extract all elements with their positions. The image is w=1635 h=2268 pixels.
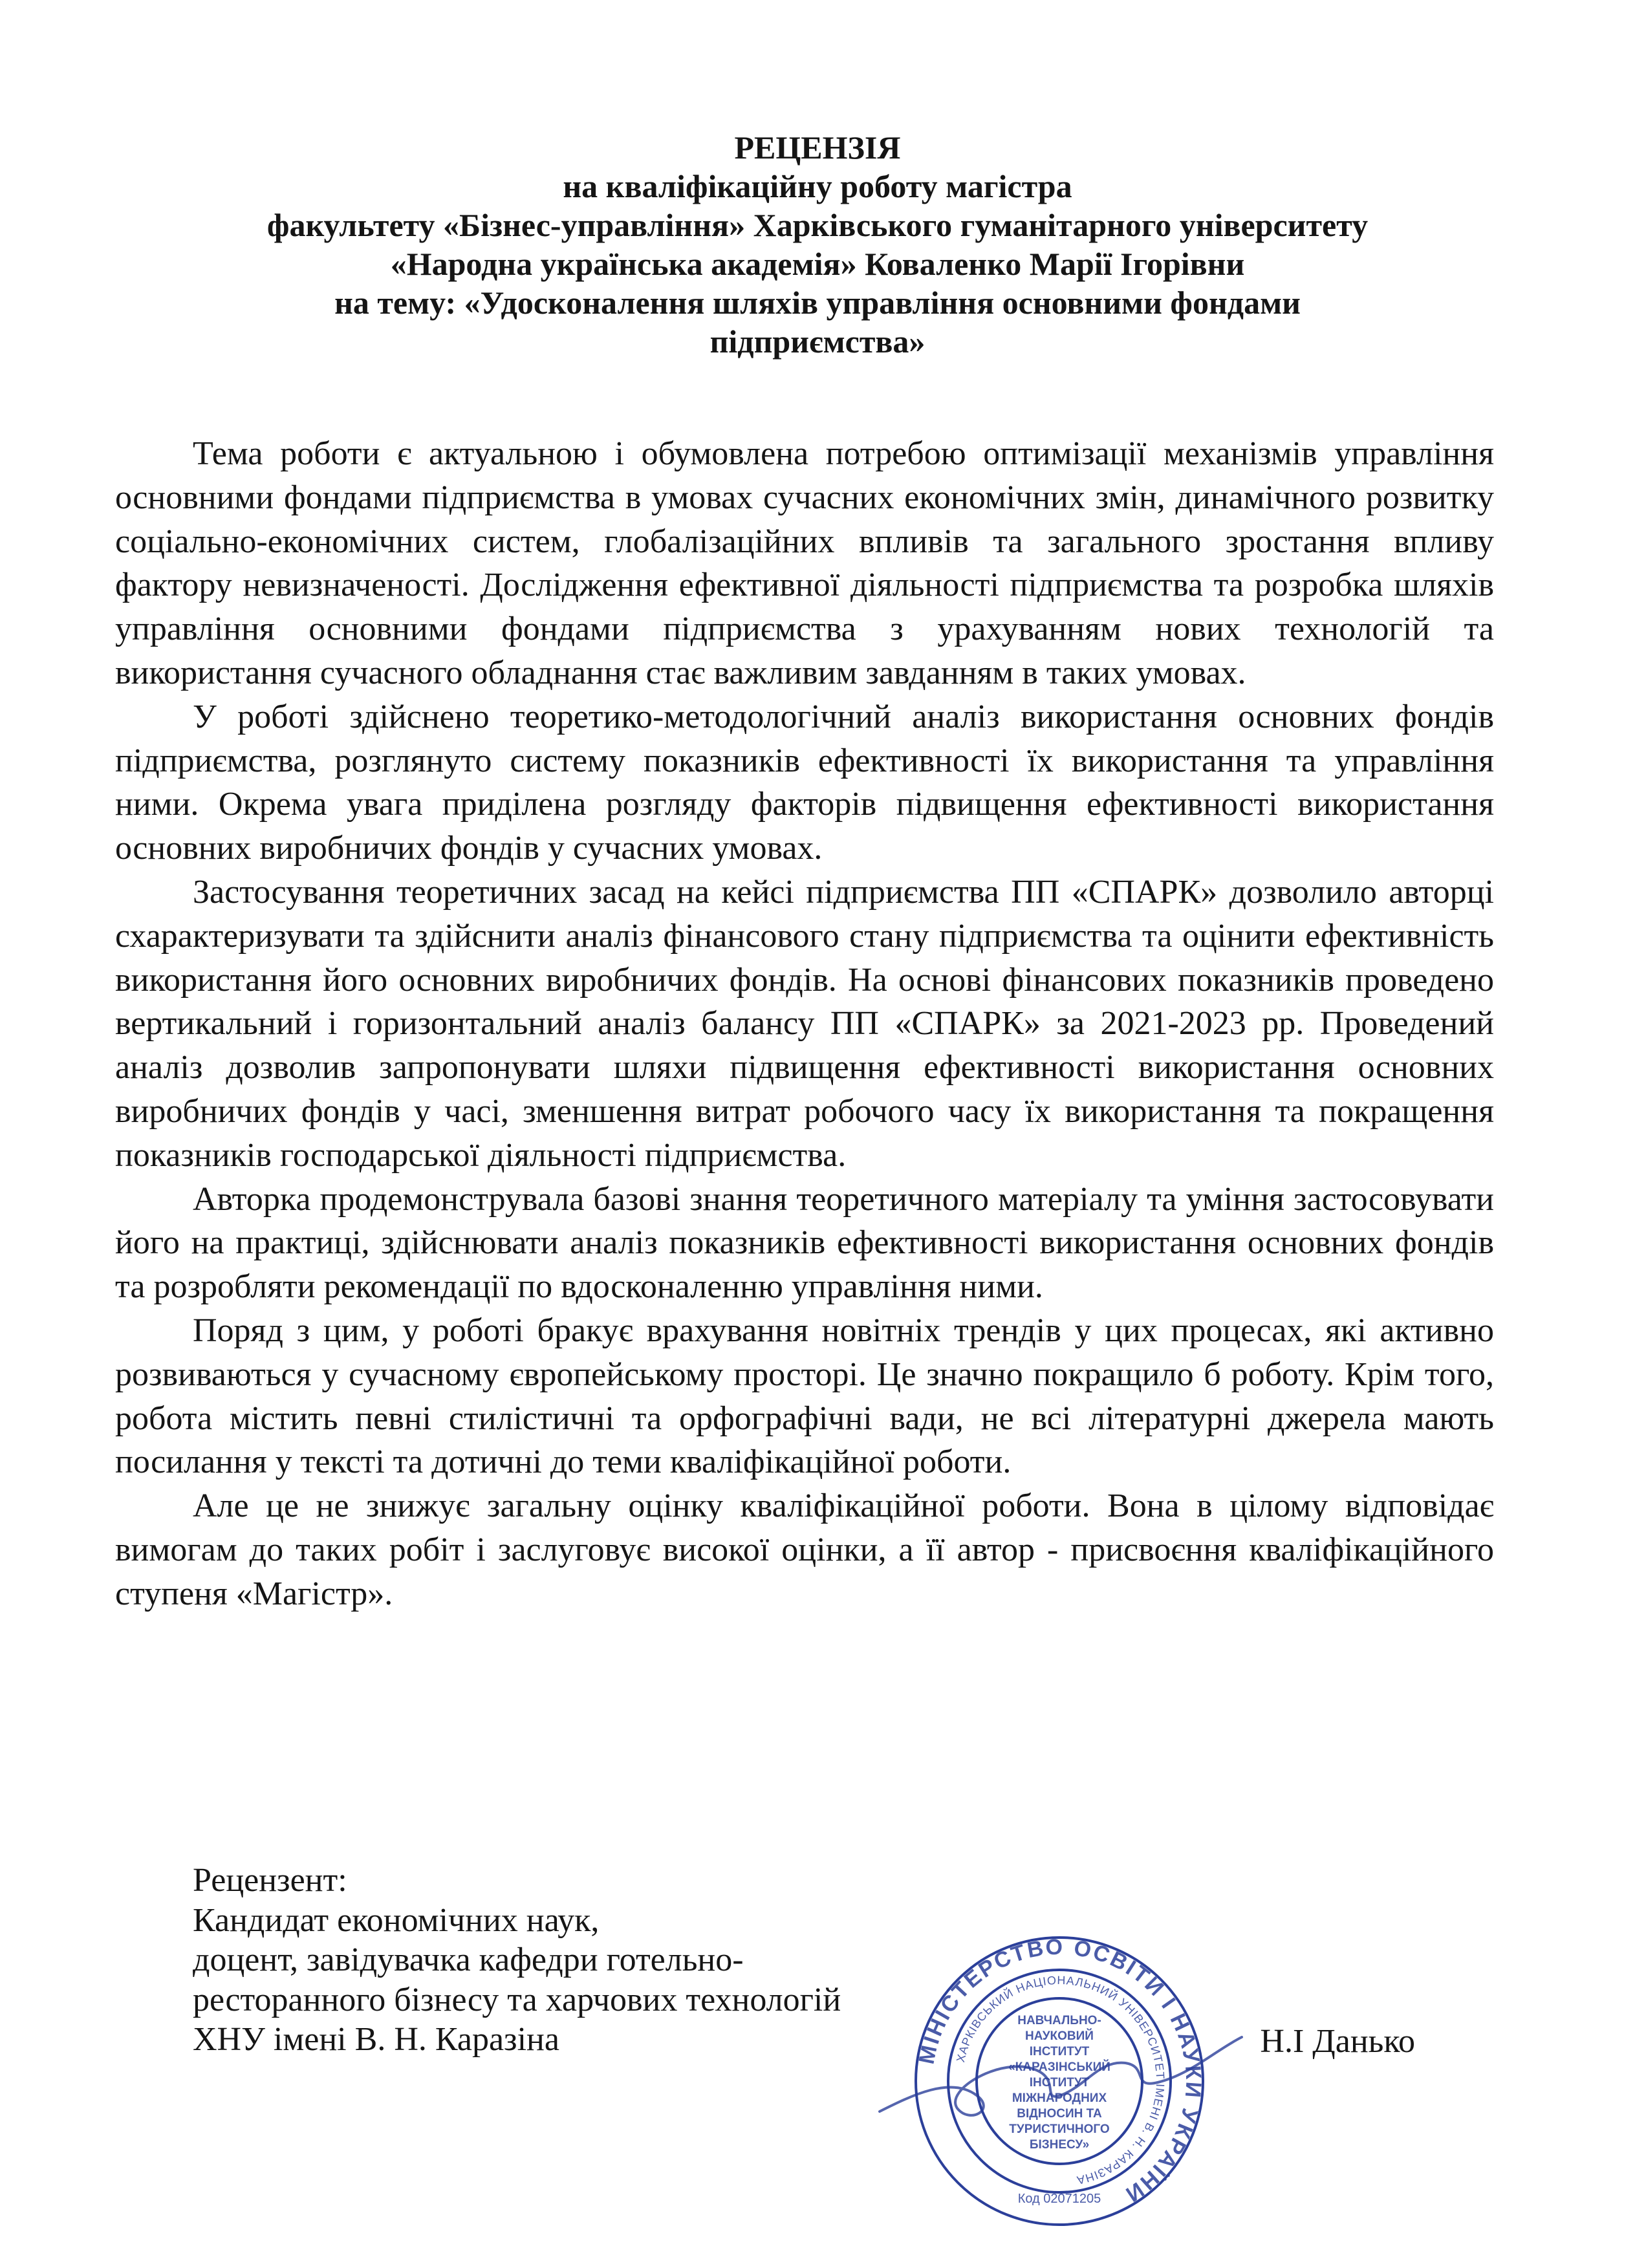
paragraph: Застосування теоретичних засад на кейсі підприємства ПП «СПАРК» дозволило авторці схарактеризувати та здійснити аналіз фінансового стану підприємства та оцінити ефективність використання його основних виробничих фондів. На основі фінансових показників проведено вертикальний і горизонтальний аналіз балансу ПП «СПАРК» за 2021-2023 рр. Проведений аналіз дозволив запропонувати шляхи підвищення ефективності використання основних виробничих фондів у часі, зменшення витрат робочого часу їх використання та покращення показників господарської діяльності підприємства. [115, 873, 1494, 1174]
reviewer-position: доцент, завідувачка кафедри готельно- [193, 1941, 744, 1978]
document-title: РЕЦЕНЗІЯ [734, 129, 901, 166]
stamp-code: Код 02071205 [1017, 2192, 1101, 2206]
stamp-center-line: БІЗНЕСУ» [1029, 2138, 1090, 2152]
stamp-center-line: ІНСТИТУТ [1029, 2076, 1090, 2090]
subtitle-line: на тему: «Удосконалення шляхів управління основними фондами [334, 285, 1301, 321]
subtitle-line: «Народна українська академія» Коваленко Марії Ігорівни [390, 246, 1245, 282]
stamp-center-line: ТУРИСТИЧНОГО [1009, 2122, 1110, 2136]
paragraph: Авторка продемонструвала базові знання теоретичного матеріалу та уміння застосовувати його на практиці, здійснювати аналіз показників ефективності використання основних фондів та розробляти рекомендації по вдосконаленню управління ними. [115, 1180, 1494, 1306]
paragraph: Поряд з цим, у роботі бракує врахування новітніх трендів у цих процесах, які активно розвиваються у сучасному європейському просторі. Це значно покращило б роботу. Крім того, робота містить певні стилістичні та орфографічні вади, не всі літературні джерела мають посилання у тексті та дотичні до теми кваліфікаційної роботи. [115, 1312, 1494, 1481]
subtitle-line: на кваліфікаційну роботу магістра [563, 168, 1072, 204]
reviewer-degree: Кандидат економічних наук, [193, 1901, 600, 1939]
subtitle-line: підприємства» [709, 323, 926, 360]
stamp-inner-text: ХАРКІВСЬКИЙ НАЦІОНАЛЬНИЙ УНІВЕРСИТЕТ ІМЕНІ В. Н. КАРАЗІНА [953, 1973, 1167, 2187]
stamp-center-line: НАУКОВИЙ [1025, 2029, 1094, 2043]
stamp-center-line: «КАРАЗІНСЬКИЙ [1008, 2060, 1110, 2074]
review-body [115, 432, 1494, 1616]
reviewer-label: Рецензент: [193, 1862, 347, 1899]
document-heading [129, 128, 1506, 361]
reviewer-block [193, 1861, 841, 2060]
subtitle-line: факультету «Бізнес-управління» Харківського гуманітарного університету [266, 207, 1369, 243]
paragraph: Але це не знижує загальну оцінку кваліфікаційної роботи. Вона в цілому відповідає вимогам до таких робіт і заслуговує високої оцінки, а її автор - присвоєння кваліфікаційного ступеня «Магістр». [115, 1487, 1494, 1612]
handwritten-signature [854, 1998, 1255, 2141]
stamp-center-line: ІНСТИТУТ [1029, 2045, 1090, 2058]
stamp-center-line: НАВЧАЛЬНО- [1017, 2014, 1101, 2027]
reviewer-department: ресторанного бізнесу та харчових технологій [193, 1981, 841, 2018]
signer-name: Н.І Данько [1260, 2023, 1415, 2060]
stamp-outer-text: МІНІСТЕРСТВО ОСВІТИ І НАУКИ УКРАЇНИ [914, 1934, 1206, 2208]
stamp-center-line: МІЖНАРОДНИХ [1012, 2091, 1107, 2105]
paragraph: У роботі здійснено теоретико-методологічний аналіз використання основних фондів підприємства, розглянуто систему показників ефективності їх використання та управління ними. Окрема увага приділена розгляду факторів підвищення ефективності використання основних виробничих фондів у сучасних умовах. [115, 698, 1494, 867]
reviewer-university: ХНУ імені В. Н. Каразіна [193, 2021, 559, 2058]
paragraph: Тема роботи є актуальною і обумовлена потребою оптимізації механізмів управління основними фондами підприємства в умовах сучасних економічних змін, динамічного розвитку соціально-економічних систем, глобалізаційних впливів та загального зростання впливу фактору невизначеності. Дослідження ефективної діяльності підприємства та розробка шляхів управління основними фондами підприємства з урахуванням нових технологій та використання сучасного обладнання стає важливим завданням в таких умовах. [115, 435, 1494, 691]
stamp-center-line: ВІДНОСИН ТА [1017, 2107, 1102, 2121]
